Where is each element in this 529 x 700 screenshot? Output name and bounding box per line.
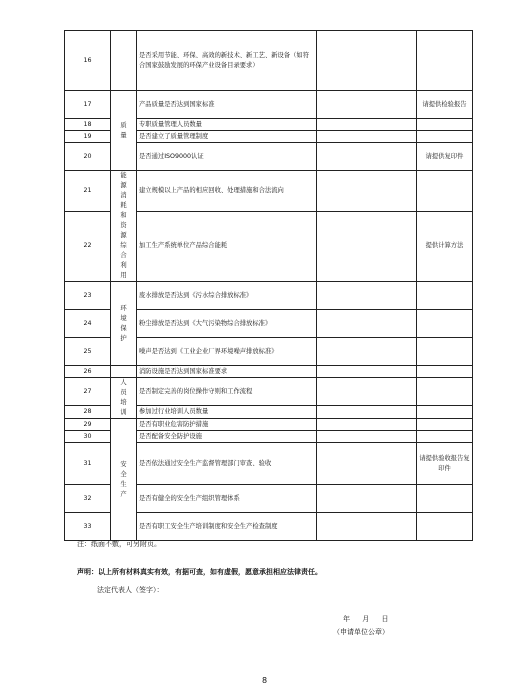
value-cell — [317, 419, 417, 431]
note-cell — [417, 431, 473, 443]
note-cell: 请提供复印件 — [417, 143, 473, 171]
category-cell — [111, 366, 137, 378]
value-cell — [317, 310, 417, 338]
item-text: 是否通过ISO9000认证 — [137, 143, 317, 171]
item-text: 是否采用节能、环保、高效的新技术、新工艺、新设备（如符合国家鼓励发展的环保产业设备目录要求） — [137, 31, 317, 91]
note-cell — [417, 366, 473, 378]
item-text: 消防设施是否达到国家标准要求 — [137, 366, 317, 378]
item-text: 废水排放是否达到《污水综合排放标准》 — [137, 282, 317, 310]
row-number: 29 — [65, 419, 111, 431]
note-cell — [417, 31, 473, 91]
item-text: 是否有职业危害防护措施 — [137, 419, 317, 431]
note-cell — [417, 310, 473, 338]
note-cell — [417, 282, 473, 310]
category-energy — [111, 171, 137, 282]
row-number: 20 — [65, 143, 111, 171]
category-environment — [111, 282, 137, 366]
category-label: 能源消耗和资源综合利用 — [120, 172, 127, 279]
row-number: 25 — [65, 338, 111, 366]
evaluation-table — [64, 30, 473, 541]
note-cell — [417, 513, 473, 541]
note-cell — [417, 378, 473, 406]
item-text: 产品质量是否达到国家标准 — [137, 91, 317, 119]
category-quality — [111, 91, 137, 171]
item-text: 参加过行业培训人员数量 — [137, 406, 317, 419]
row-number: 33 — [65, 513, 111, 541]
value-cell — [317, 406, 417, 419]
row-number: 19 — [65, 131, 111, 143]
value-cell — [317, 119, 417, 131]
row-number: 27 — [65, 378, 111, 406]
item-text: 是否配备安全防护设施 — [137, 431, 317, 443]
row-number: 24 — [65, 310, 111, 338]
declaration: 声明：以上所有材料真实有效，有据可查，如有虚假，愿意承担相应法律责任。 — [77, 568, 322, 576]
row-number: 18 — [65, 119, 111, 131]
note-cell — [417, 171, 473, 212]
table-row — [65, 91, 473, 119]
item-text: 专职质量管理人员数量 — [137, 119, 317, 131]
table-row — [65, 366, 473, 378]
value-cell — [317, 513, 417, 541]
table-row — [65, 419, 473, 431]
item-text: 是否有健全的安全生产组织管理体系 — [137, 485, 317, 513]
note-cell: 提供计算方法 — [417, 211, 473, 281]
row-number: 28 — [65, 406, 111, 419]
item-text: 粉尘排放是否达到《大气污染物综合排放标准》 — [137, 310, 317, 338]
footnote: 注：纸面不敷，可另附页。 — [77, 540, 161, 548]
value-cell — [317, 143, 417, 171]
row-number: 16 — [65, 31, 111, 91]
row-number: 21 — [65, 171, 111, 212]
table-row — [65, 31, 473, 91]
value-cell — [317, 431, 417, 443]
note-cell — [417, 131, 473, 143]
row-number: 31 — [65, 443, 111, 485]
value-cell — [317, 378, 417, 406]
row-number: 26 — [65, 366, 111, 378]
value-cell — [317, 91, 417, 119]
item-text: 加工生产系统单位产品综合能耗 — [137, 211, 317, 281]
item-text: 是否制定完善的岗位操作守则和工作流程 — [137, 378, 317, 406]
category-label: 安全生产 — [120, 460, 127, 498]
table-row — [65, 171, 473, 212]
note-cell — [417, 119, 473, 131]
value-cell — [317, 171, 417, 212]
item-text: 是否依法通过安全生产监督管理部门审查、验收 — [137, 443, 317, 485]
item-text: 建立规模以上产品的相应回收、处理措施和合法流向 — [137, 171, 317, 212]
row-number: 30 — [65, 431, 111, 443]
category-safety — [111, 419, 137, 541]
row-number: 32 — [65, 485, 111, 513]
seal-label: （申请单位公章） — [333, 628, 389, 636]
value-cell — [317, 31, 417, 91]
value-cell — [317, 338, 417, 366]
value-cell — [317, 282, 417, 310]
value-cell — [317, 211, 417, 281]
table-row — [65, 378, 473, 406]
value-cell — [317, 366, 417, 378]
representative-signature-label: 法定代表人（签字）： — [97, 586, 164, 594]
note-cell — [417, 406, 473, 419]
value-cell — [317, 131, 417, 143]
row-number: 22 — [65, 211, 111, 281]
category-label: 环境保护 — [120, 304, 127, 342]
category-cell — [111, 31, 137, 91]
category-staff-training — [111, 378, 137, 419]
category-label: 人员培训 — [120, 379, 127, 416]
note-cell: 请提供验收报告复印件 — [417, 443, 473, 485]
note-cell — [417, 419, 473, 431]
value-cell — [317, 443, 417, 485]
item-text: 是否建立了质量管理制度 — [137, 131, 317, 143]
note-cell — [417, 338, 473, 366]
category-label: 质量 — [120, 121, 127, 139]
row-number: 23 — [65, 282, 111, 310]
date-line: 年 月 日 — [343, 615, 389, 623]
note-cell: 请提供检验报告 — [417, 91, 473, 119]
value-cell — [317, 485, 417, 513]
note-cell — [417, 485, 473, 513]
item-text: 是否有职工安全生产培训制度和安全生产检查制度 — [137, 513, 317, 541]
page-number: 8 — [261, 676, 268, 685]
table-row — [65, 282, 473, 310]
item-text: 噪声是否达到《工业企业厂界环境噪声排放标准》 — [137, 338, 317, 366]
row-number: 17 — [65, 91, 111, 119]
